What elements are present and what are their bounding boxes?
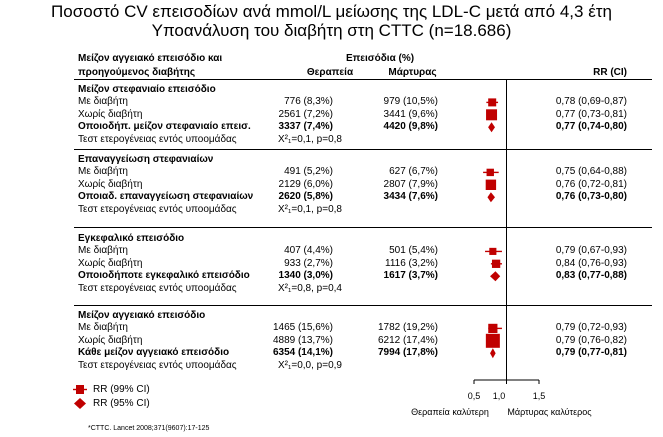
pooled-diamond <box>488 122 495 132</box>
chart-title-line1: Ποσοστό CV επεισοδίων ανά mmol/L μείωσης της LDL-C μετά από 4,3 έτη <box>51 2 612 21</box>
estimate-box <box>489 248 496 255</box>
row-treatment-events: 3337 (7,4%) <box>278 121 333 133</box>
estimate-box <box>486 109 497 120</box>
row-control-events: 3434 (7,6%) <box>383 191 438 203</box>
column-header-outcome-line1: Μείζον αγγειακό επεισόδιο και <box>78 53 223 64</box>
estimate-box <box>486 180 496 190</box>
group-title: Μείζον στεφανιαίο επεισόδιο <box>78 84 216 95</box>
row-label: Οποιαδ. επαναγγείωση στεφανιαίων <box>78 191 254 203</box>
legend-diamond-icon <box>74 398 86 409</box>
heterogeneity-stat: X²₁=0,1, p=0,8 <box>278 133 342 145</box>
pooled-diamond <box>487 192 495 202</box>
row-treatment-events: 6354 (14,1%) <box>272 347 333 359</box>
x-tick-label-0: 0,5 <box>467 391 481 401</box>
row-control-events: 4420 (9,8%) <box>383 121 438 133</box>
row-rr-ci: 0,77 (0,74-0,80) <box>555 121 627 133</box>
favours-treatment-label: Θεραπεία καλύτερη <box>411 407 489 417</box>
heterogeneity-stat: X²₁=0,8, p=0,4 <box>278 282 342 294</box>
row-treatment-events: 2561 (7,2%) <box>278 108 333 120</box>
heterogeneity-stat: X²₁=0,1, p=0,8 <box>278 203 342 215</box>
group-title: Μείζον αγγειακό επεισόδιο <box>78 310 206 321</box>
row-control-events: 1782 (19,2%) <box>377 322 438 334</box>
legend-box-icon <box>76 385 84 394</box>
legend-diamond-label: RR (95% CI) <box>93 398 150 409</box>
row-label: Με διαβήτη <box>78 166 128 178</box>
footnote: *CTTC. Lancet 2008;371(9607):17-125 <box>88 425 210 432</box>
chart-title-line2: Υποανάλυση του διαβήτη στη CTTC (n=18.686) <box>151 21 512 40</box>
column-header-treatment: Θεραπεία <box>306 67 354 78</box>
estimate-box <box>488 324 497 333</box>
row-control-events: 627 (6,7%) <box>389 166 438 178</box>
row-rr-ci: 0,77 (0,73-0,81) <box>555 108 627 120</box>
row-rr-ci: 0,75 (0,64-0,88) <box>555 166 627 178</box>
row-treatment-events: 407 (4,4%) <box>284 245 333 257</box>
row-treatment-events: 776 (8,3%) <box>284 96 333 108</box>
pooled-diamond <box>490 271 500 281</box>
row-control-events: 6212 (17,4%) <box>377 334 438 346</box>
heterogeneity-label: Τεστ ετερογένειας εντός υποομάδας <box>78 133 237 145</box>
row-treatment-events: 2620 (5,8%) <box>278 191 333 203</box>
column-header-control: Μάρτυρας <box>388 67 437 78</box>
row-label: Με διαβήτη <box>78 96 128 108</box>
row-label: Με διαβήτη <box>78 322 128 334</box>
row-treatment-events: 1465 (15,6%) <box>272 322 333 334</box>
estimate-box <box>488 98 496 106</box>
pooled-diamond <box>490 348 496 358</box>
x-tick-label-2: 1,5 <box>532 391 546 401</box>
row-control-events: 2807 (7,9%) <box>383 178 438 190</box>
row-treatment-events: 4889 (13,7%) <box>272 334 333 346</box>
row-control-events: 501 (5,4%) <box>389 245 438 257</box>
row-rr-ci: 0,79 (0,72-0,93) <box>555 322 627 334</box>
estimate-box <box>486 334 500 348</box>
row-control-events: 1617 (3,7%) <box>383 270 438 282</box>
column-header-events: Επεισόδια (%) <box>345 53 415 64</box>
row-rr-ci: 0,76 (0,72-0,81) <box>555 178 627 190</box>
row-control-events: 7994 (17,8%) <box>377 347 438 359</box>
estimate-box <box>492 260 500 268</box>
row-treatment-events: 491 (5,2%) <box>284 166 333 178</box>
row-rr-ci: 0,79 (0,77-0,81) <box>555 347 627 359</box>
row-control-events: 979 (10,5%) <box>383 96 438 108</box>
row-rr-ci: 0,83 (0,77-0,88) <box>555 270 627 282</box>
row-treatment-events: 933 (2,7%) <box>284 257 333 269</box>
row-label: Χωρίς διαβήτη <box>78 334 143 346</box>
row-rr-ci: 0,76 (0,73-0,80) <box>555 191 627 203</box>
row-label: Κάθε μείζον αγγειακό επεισόδιο <box>78 347 230 359</box>
x-tick-label-1: 1,0 <box>492 391 506 401</box>
favours-control-label: Μάρτυρας καλύτερος <box>507 407 592 417</box>
row-control-events: 1116 (3,2%) <box>385 257 438 269</box>
heterogeneity-label: Τεστ ετερογένειας εντός υποομάδας <box>78 282 237 294</box>
row-rr-ci: 0,84 (0,76-0,93) <box>555 257 627 269</box>
row-treatment-events: 1340 (3,0%) <box>278 270 333 282</box>
heterogeneity-label: Τεστ ετερογένειας εντός υποομάδας <box>78 203 237 215</box>
row-label: Οποιοδήποτε εγκεφαλικό επεισόδιο <box>78 270 250 282</box>
heterogeneity-label: Τεστ ετερογένειας εντός υποομάδας <box>78 359 237 371</box>
row-label: Χωρίς διαβήτη <box>78 257 143 269</box>
legend-box-label: RR (99% CI) <box>93 384 150 395</box>
column-header-outcome-line2: προηγούμενος διαβήτης <box>78 67 196 78</box>
row-label: Χωρίς διαβήτη <box>78 108 143 120</box>
row-treatment-events: 2129 (6,0%) <box>278 178 333 190</box>
row-label: Χωρίς διαβήτη <box>78 178 143 190</box>
row-control-events: 3441 (9,6%) <box>383 108 438 120</box>
estimate-box <box>487 169 494 176</box>
row-rr-ci: 0,78 (0,69-0,87) <box>555 96 627 108</box>
group-title: Επαναγγείωση στεφανιαίων <box>78 154 214 165</box>
column-header-rr: RR (CI) <box>593 67 627 78</box>
row-label: Οποιοδήπ. μείζον στεφανιαίο επεισ. <box>78 121 251 133</box>
row-label: Με διαβήτη <box>78 245 128 257</box>
heterogeneity-stat: X²₁=0,0, p=0,9 <box>278 359 342 371</box>
group-title: Εγκεφαλικό επεισόδιο <box>78 233 185 244</box>
row-rr-ci: 0,79 (0,76-0,82) <box>555 334 627 346</box>
row-rr-ci: 0,79 (0,67-0,93) <box>555 245 627 257</box>
